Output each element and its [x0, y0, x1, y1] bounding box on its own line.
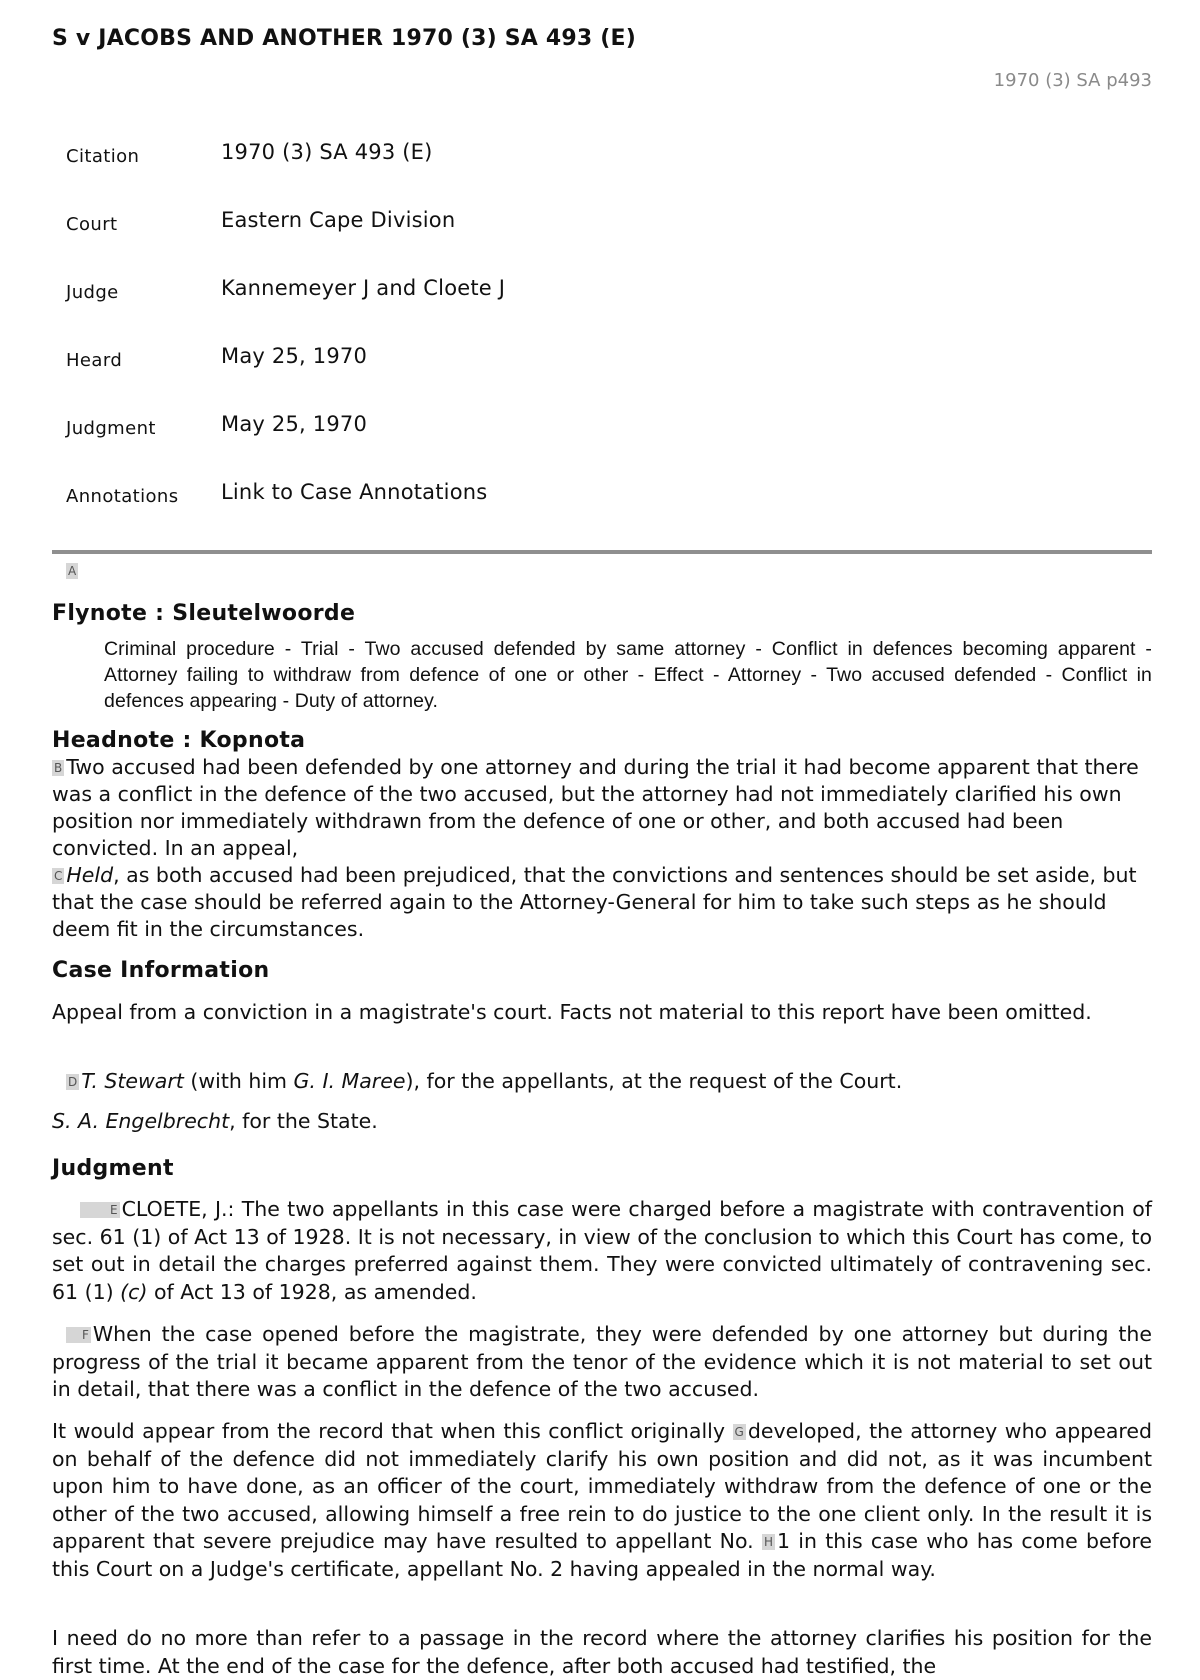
case-information-paragraph: Appeal from a conviction in a magistrate's court. Facts not material to this report have been omitted.: [52, 1000, 1092, 1024]
flynote-text: Criminal procedure - Trial - Two accused defended by same attorney - Conflict in defences becoming apparent - Attorney failing to withdraw from defence of one or other - Effect - Attorney - Two accused defended - Conflict in defences appearing - Duty of attorney.: [104, 638, 1152, 712]
judgment-paragraph-3: [52, 1418, 1152, 1583]
judgment-paragraph-2-text: When the case opened before the magistrate, they were defended by one attorney but during the progress of the trial it became apparent from the tenor of the evidence which it is not material to set out in detail, that there was a conflict in the defence of the two accused.: [52, 1322, 1152, 1401]
page-reference: 1970 (3) SA p493: [993, 70, 1152, 91]
judgment-paragraph-1-italic: (c): [120, 1279, 148, 1304]
margin-marker-c: C: [54, 869, 63, 883]
case-title: S v JACOBS AND ANOTHER 1970 (3) SA 493 (E): [52, 26, 636, 51]
margin-marker-f: F: [66, 1327, 91, 1343]
case-annotations-link[interactable]: Link to Case Annotations: [221, 480, 488, 504]
metadata-row-court: [66, 206, 505, 274]
judgment-heading: Judgment: [52, 1156, 174, 1181]
court-value: Eastern Cape Division: [221, 208, 456, 232]
counsel-name-engelbrecht: S. A. Engelbrecht: [52, 1109, 230, 1133]
annotations-label: Annotations: [66, 486, 179, 507]
metadata-row-annotations: [66, 478, 505, 546]
margin-marker-e: E: [80, 1202, 120, 1218]
judgment-paragraph-3-middle: developed, the attorney who appeared on behalf of the defence did not immediately clarify his own position and did not, as it was incumbent upon him to have done, as an officer of the court, immediately withdraw from the defence of one or the other of the two accused, allowing himself a free rein to do justice to the one client only. In the result it is apparent that severe prejudice may have resulted to appellant No.: [52, 1419, 1152, 1553]
judgment-paragraph-1-end: of Act 13 of 1928, as amended.: [147, 1279, 477, 1304]
judgment-paragraph-1-text: CLOETE, J.: The two appellants in this case were charged before a magistrate with contravention of sec. 61 (1) of Act 13 of 1928. It is not necessary, in view of the conclusion to which this Court has come, to set out in detail the charges preferred against them. They were convicted ultimately of contravening sec. 61 (1): [52, 1197, 1152, 1304]
judgment-paragraph-2: [52, 1321, 1152, 1404]
case-metadata-table: [66, 138, 505, 546]
headnote-heading: Headnote : Kopnota: [52, 728, 306, 753]
counsel-name-maree: G. I. Maree: [293, 1069, 406, 1093]
counsel-with-him: (with him: [183, 1069, 294, 1093]
margin-marker-d: D: [68, 1075, 78, 1089]
metadata-row-heard: [66, 342, 505, 410]
metadata-row-citation: [66, 138, 505, 206]
judge-label: Judge: [66, 282, 119, 303]
counsel-appellants-rest: ), for the appellants, at the request of the Court.: [405, 1069, 903, 1093]
court-label: Court: [66, 214, 118, 235]
judgment-paragraph-4: I need do no more than refer to a passage in the record where the attorney clarifies his position for the first time. At the end of the case for the defence, after both accused had testified, the: [52, 1626, 1152, 1678]
judgment-paragraph-1: [52, 1196, 1152, 1306]
citation-label: Citation: [66, 146, 140, 167]
margin-marker-h: H: [763, 1535, 773, 1549]
margin-marker-a: A: [68, 564, 77, 578]
counsel-name-stewart: T. Stewart: [81, 1069, 184, 1093]
headnote-paragraph-1: Two accused had been defended by one attorney and during the trial it had become apparent that there was a conflict in the defence of the two accused, but the attorney had not immediately clarified his own position nor immediately withdrawn from the defence of one or other, and both accused had been convicted. In an appeal,: [52, 755, 1139, 860]
judgment-label: Judgment: [66, 418, 156, 439]
case-information-heading: Case Information: [52, 958, 270, 983]
margin-marker-b: B: [54, 761, 63, 775]
metadata-row-judge: [66, 274, 505, 342]
annotations-value: [221, 478, 487, 504]
section-divider: [52, 550, 1152, 554]
metadata-row-judgment: [66, 410, 505, 478]
held-word: Held: [66, 863, 114, 887]
judge-value: Kannemeyer J and Cloete J: [221, 276, 506, 300]
judgment-paragraph-3-start: It would appear from the record that when this conflict originally: [52, 1419, 733, 1443]
headnote-paragraph-2: , as both accused had been prejudiced, that the convictions and sentences should be set aside, but that the case should be referred again to the Attorney-General for him to take such steps as he should deem fit in the circumstances.: [52, 863, 1137, 941]
judgment-paragraph-3-end: 1 in this case who has come before this Court on a Judge's certificate, appellant No. 2 having appealed in the normal way.: [52, 1529, 1152, 1581]
headnote-text: [52, 754, 1152, 943]
judgment-date-value: May 25, 1970: [221, 412, 368, 436]
counsel-state: [52, 1108, 1152, 1136]
counsel-state-rest: , for the State.: [229, 1109, 378, 1133]
flynote-heading: Flynote : Sleutelwoorde: [52, 601, 356, 626]
margin-marker-g: G: [734, 1425, 744, 1439]
counsel-appellants: [52, 1068, 1152, 1096]
heard-label: Heard: [66, 350, 123, 371]
heard-value: May 25, 1970: [221, 344, 368, 368]
citation-value: 1970 (3) SA 493 (E): [221, 140, 433, 164]
